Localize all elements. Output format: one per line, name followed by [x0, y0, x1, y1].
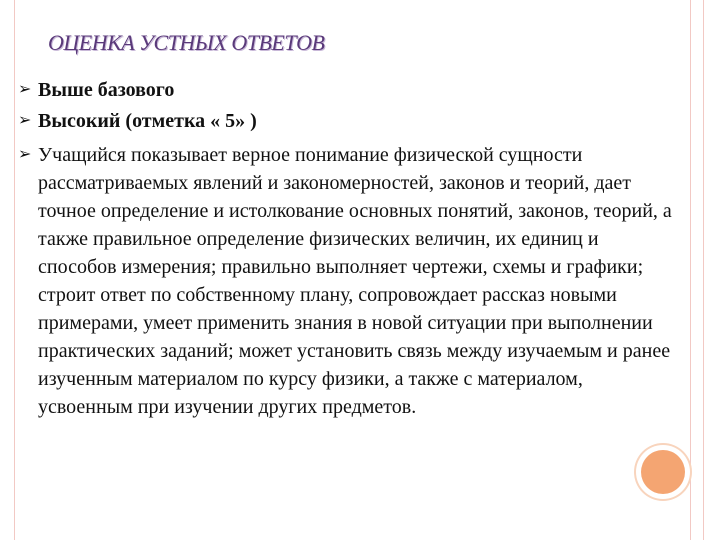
slide-title: ОЦЕНКА УСТНЫХ ОТВЕТОВ — [48, 30, 325, 55]
bullet-list — [18, 76, 678, 421]
list-item — [18, 141, 678, 421]
list-item — [18, 76, 678, 104]
arrowhead-bullet-icon: ➢ — [18, 146, 32, 163]
orange-circle-decoration — [641, 450, 685, 494]
list-item-text: Выше базового — [38, 79, 175, 101]
arrowhead-bullet-icon: ➢ — [18, 81, 32, 98]
list-item-text: Высокий (отметка « 5» ) — [38, 110, 257, 132]
arrowhead-bullet-icon: ➢ — [18, 112, 32, 129]
list-item — [18, 107, 678, 135]
slide-border-inner — [690, 0, 703, 540]
list-item-text: Учащийся показывает верное понимание физической сущности рассматриваемых явлений и закономерностей, законов и теорий, дает точное определение и истолкование основных понятий, законов, теорий, а также правильное определение физических величин, их единиц и способов измерения; правильно выполняет чертежи, схемы и графики; строит ответ по собственному плану, сопровождает рассказ новыми примерами, умеет применить знания в новой ситуации при выполнении практических заданий; может установить связь между изучаемым и ранее изученным материалом по курсу физики, а также с материалом, усвоенным при изучении других предметов. — [38, 144, 672, 418]
